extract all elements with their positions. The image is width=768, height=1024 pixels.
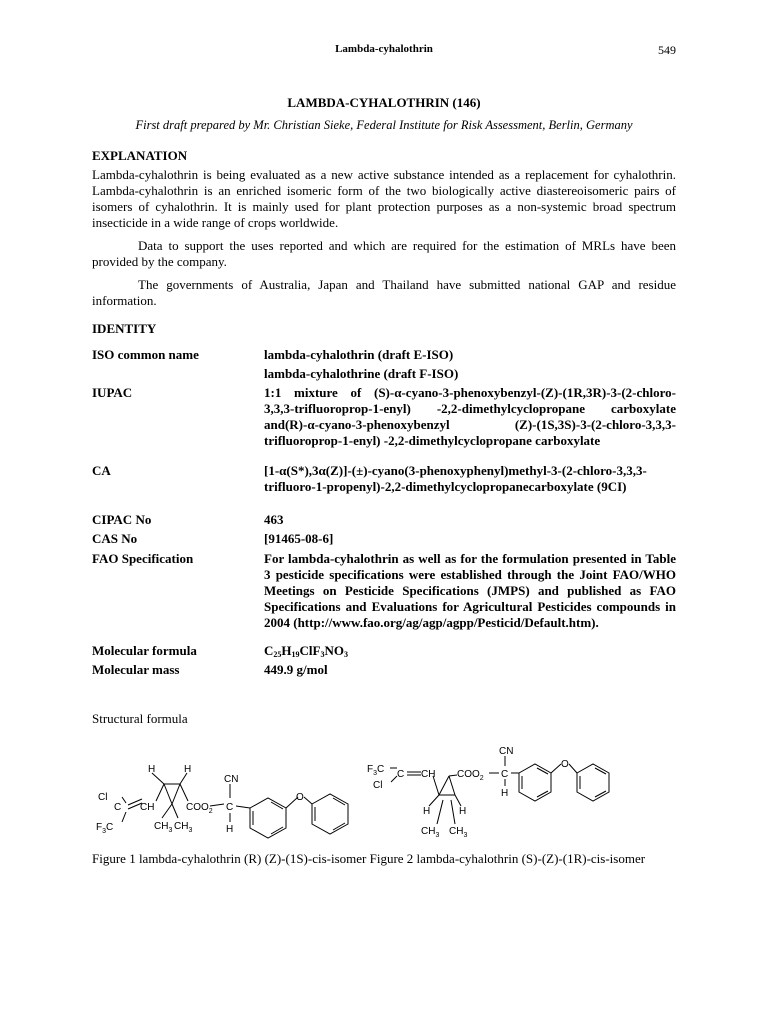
molecular-formula-label: Molecular formula [92, 643, 197, 658]
struct-label: Cl [373, 780, 383, 791]
struct-label: C [114, 802, 122, 813]
struct-label: CN [499, 746, 514, 757]
cipac-value: 463 [264, 512, 284, 527]
explanation-heading: EXPLANATION [92, 148, 188, 163]
molecular-mass-value: 449.9 g/mol [264, 662, 328, 677]
struct-label: $CH_3$ [449, 826, 468, 839]
struct-label: H [423, 806, 431, 817]
struct-label: $F_3C$ [367, 764, 385, 777]
ca-label: CA [92, 463, 111, 478]
iso-value [264, 347, 676, 382]
struct-label: H [501, 788, 509, 799]
iso-value-french: lambda-cyhalothrine (draft F-ISO) [264, 366, 459, 381]
struct-label: $COO_2$ [186, 802, 213, 815]
fao-value: For lambda-cyhalothrin as well as for the formulation presented in Table 3 pesticide specifications were established through the Joint FAO/WHO Meetings on Pesticide Specifications (JMPS) and published as FAO Specifications and Evaluations for Agricultural Pesticides compounds in 2004 (http://www.fao.org/ag/agp/agpp/Pesticid/Default.htm). [264, 551, 676, 630]
figure-caption: Figure 1 lambda-cyhalothrin (R) (Z)-(1S)-cis-isomer Figure 2 lambda-cyhalothrin (S)-(Z)-(1R)-cis-isomer [92, 851, 646, 866]
page-number: 549 [658, 43, 676, 57]
cas-value: [91465-08-6] [264, 531, 334, 546]
iupac-value: 1:1 mixture of (S)-α-cyano-3-phenoxybenzyl-(Z)-(1R,3R)-3-(2-chloro-3,3,3-trifluoroprop-1-enyl) -2,2-dimethylcyclopropane carboxylate and(R)-α-cyano-3-phenoxybenzyl (Z)-(1S,3S)-3-(2-chloro-3,3,3-trifluoroprop-1-enyl) -2,2-dimethylcyclopropane carboxylate [264, 385, 676, 448]
struct-label: H [184, 764, 192, 775]
struct-label: Cl [98, 792, 108, 803]
structural-formula-label: Structural formula [92, 711, 188, 726]
molecular-formula-value: $C_{25}H_{19}ClF_3NO_3$ [264, 643, 348, 659]
struct-label: H [148, 764, 156, 775]
iso-label: ISO common name [92, 347, 199, 362]
structural-formula-figure-2 [365, 740, 625, 840]
struct-label: O [296, 792, 304, 803]
running-header: Lambda-cyhalothrin [335, 43, 433, 55]
ca-value: [1-α(S*),3α(Z)]-(±)-cyano(3-phenoxyphenyl)methyl-3-(2-chloro-3,3,3-trifluoro-1-propenyl)-2,2-dimethylcyclopropanecarboxylate (9CI) [264, 463, 647, 494]
struct-label: CH [421, 769, 436, 780]
iupac-label: IUPAC [92, 385, 133, 400]
struct-label: $COO_2$ [457, 769, 484, 782]
struct-label: $CH_3$ [174, 821, 193, 834]
struct-label: H [226, 824, 234, 835]
struct-label: CH [140, 802, 155, 813]
struct-label: O [561, 759, 569, 770]
molecular-mass-label: Molecular mass [92, 662, 180, 677]
cas-label: CAS No [92, 531, 138, 546]
struct-label: C [226, 802, 234, 813]
structural-formula-figure-1 [92, 760, 362, 840]
struct-label: C [501, 769, 509, 780]
cipac-label: CIPAC No [92, 512, 152, 527]
explanation-paragraph-2: Data to support the uses reported and which are required for the estimation of MRLs have been provided by the company. [92, 238, 676, 269]
explanation-paragraph-1: Lambda-cyhalothrin is being evaluated as a new active substance intended as a replacement for cyhalothrin. Lambda-cyhalothrin is an enriched isomeric form of the two biologically active diastereoisomeric pairs of isomers of cyhalothrin. It is mainly used for plant protection purposes as a non-systemic broad spectrum insecticide in a wide range of crops worldwide. [92, 167, 676, 230]
struct-label: CN [224, 774, 239, 785]
document-title: LAMBDA-CYHALOTHRIN (146) [287, 95, 481, 110]
struct-label: C [397, 769, 405, 780]
byline: First draft prepared by Mr. Christian Sieke, Federal Institute for Risk Assessment, Berlin, Germany [135, 118, 633, 132]
explanation-paragraph-3: The governments of Australia, Japan and Thailand have submitted national GAP and residue information. [92, 277, 676, 308]
struct-label: $CH_3$ [154, 821, 173, 834]
identity-heading: IDENTITY [92, 321, 157, 336]
struct-label: $CH_3$ [421, 826, 440, 839]
struct-label: H [459, 806, 467, 817]
iso-value-english: lambda-cyhalothrin (draft E-ISO) [264, 347, 454, 362]
fao-label: FAO Specification [92, 551, 194, 566]
struct-label: $F_3C$ [96, 822, 114, 835]
